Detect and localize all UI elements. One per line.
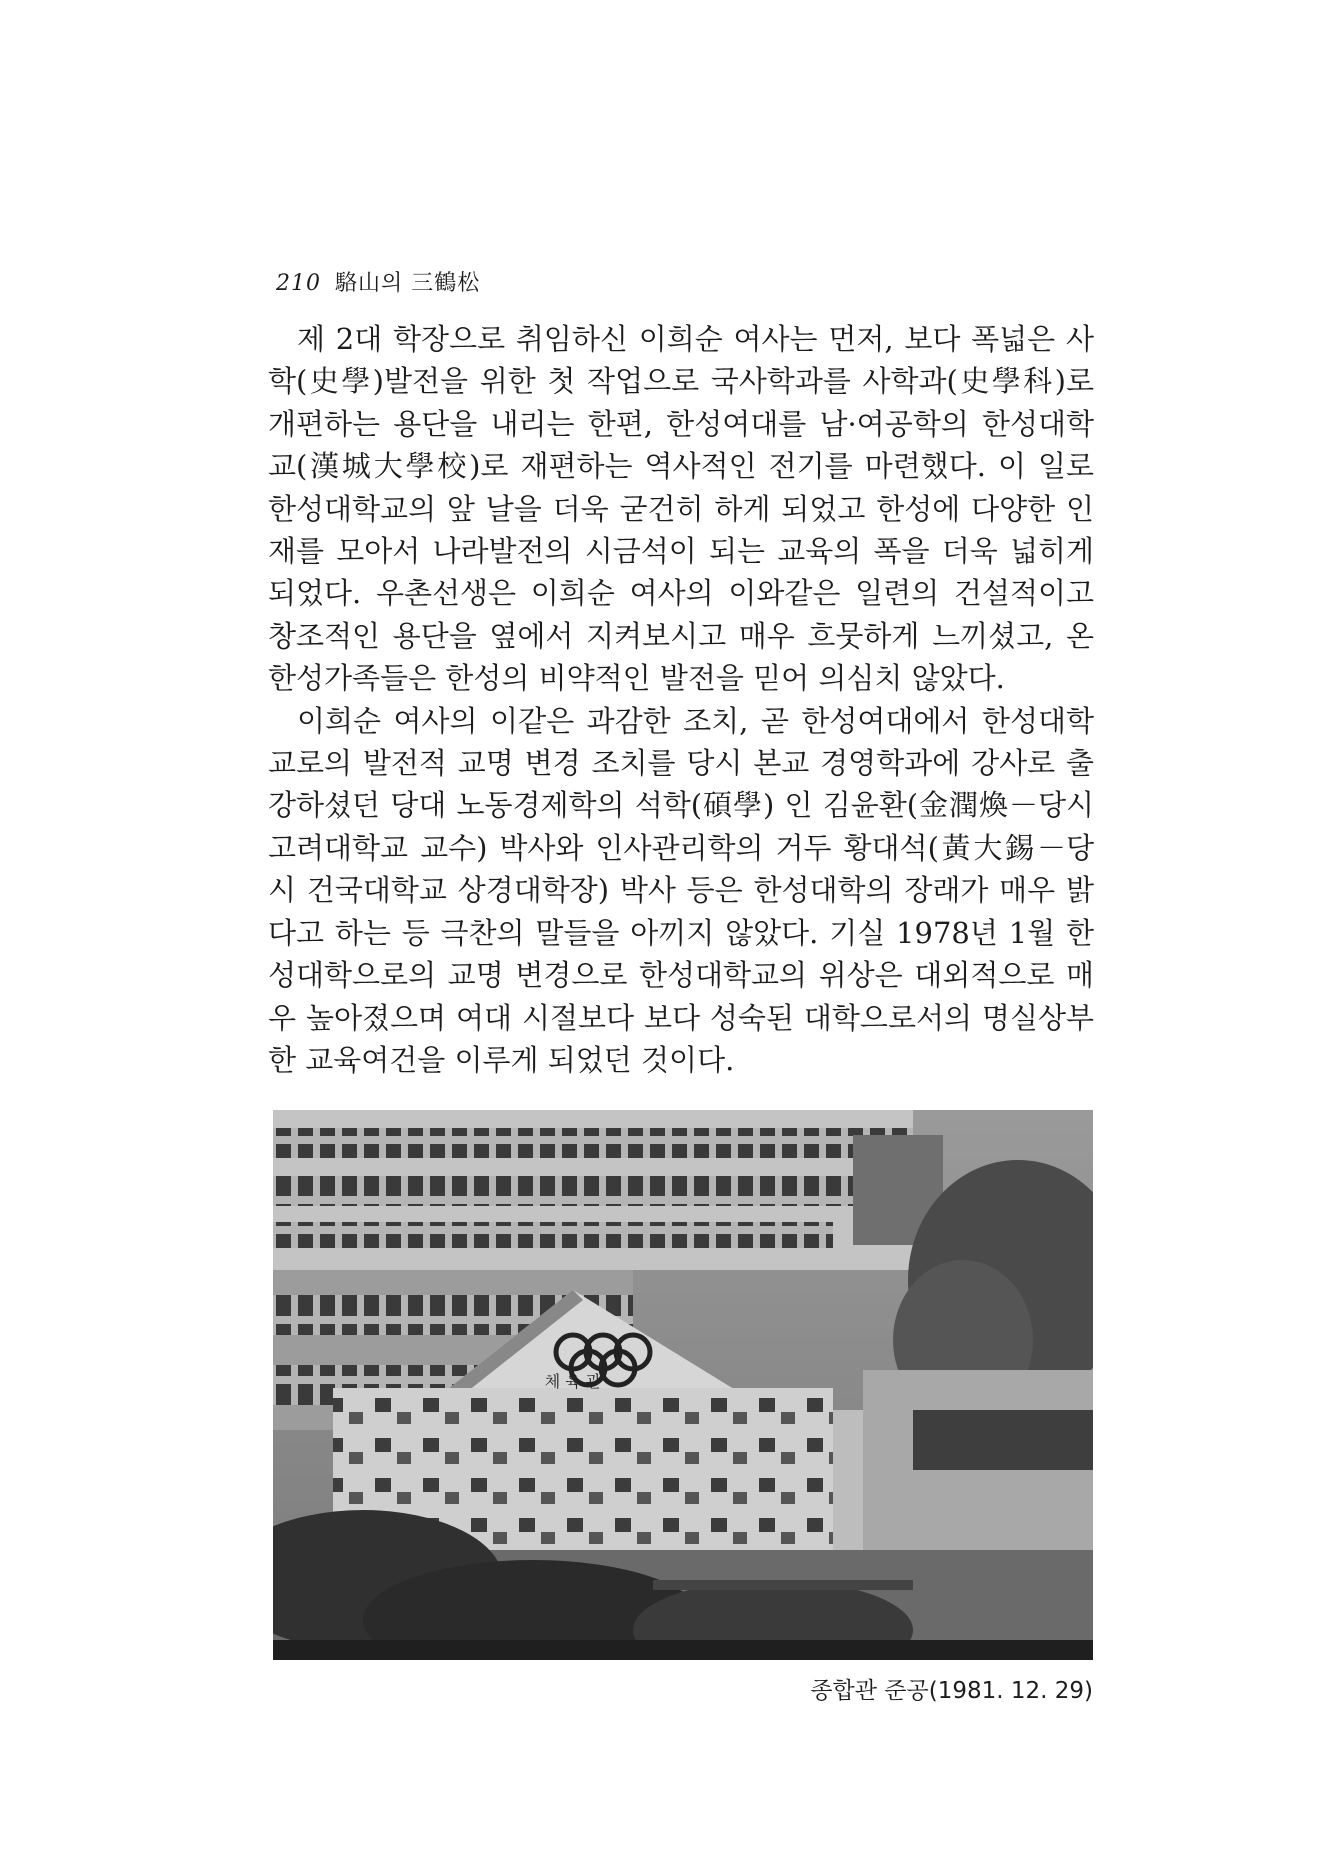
photo-sign-text: 체 육 관 bbox=[544, 1372, 602, 1391]
book-title: 駱山의 三鶴松 bbox=[335, 271, 481, 296]
paragraph-2: 이희순 여사의 이같은 과감한 조치, 곧 한성여대에서 한성대학교로의 발전적 교명 변경 조치를 당시 본교 경영학과에 강사로 출강하셨던 당대 노동경제학의 석학(碩學) 인 김윤환(金潤煥－당시 고려대학교 교수) 박사와 인사관리학의 거두 황대석(黃大錫－당시 건국대학교 상경대학장) 박사 등은 한성대학의 장래가 매우 밝다고 하는 등 극찬의 말들을 아끼지 않았다. 기실 1978년 1월 한성대학으로의 교명 변경으로 한성대학교의 위상은 대외적으로 매우 높아졌으며 여대 시절보다 보다 성숙된 대학으로서의 명실상부한 교육여건을 이루게 되었던 것이다. bbox=[268, 703, 1094, 1077]
gymnasium-photo bbox=[273, 1110, 1093, 1660]
running-header bbox=[276, 266, 480, 297]
page-number: 210 bbox=[276, 271, 321, 296]
paragraph-1: 제 2대 학장으로 취임하신 이희순 여사는 먼저, 보다 폭넓은 사학(史學)발전을 위한 첫 작업으로 국사학과를 사학과(史學科)로 개편하는 용단을 내리는 한편, 한성여대를 남·여공학의 한성대학교(漢城大學校)로 재편하는 역사적인 전기를 마련했다. 이 일로 한성대학교의 앞 날을 더욱 굳건히 하게 되었고 한성에 다양한 인재를 모아서 나라발전의 시금석이 되는 교육의 폭을 더욱 넓히게 되었다. 우촌선생은 이희순 여사의 이와같은 일련의 건설적이고 창조적인 용단을 옆에서 지켜보시고 매우 흐뭇하게 느끼셨고, 온 한성가족들은 한성의 비약적인 발전을 믿어 의심치 않았다. bbox=[268, 322, 1094, 696]
photo-caption: 종합관 준공(1981. 12. 29) bbox=[810, 1678, 1093, 1704]
body-text bbox=[268, 318, 1094, 1081]
